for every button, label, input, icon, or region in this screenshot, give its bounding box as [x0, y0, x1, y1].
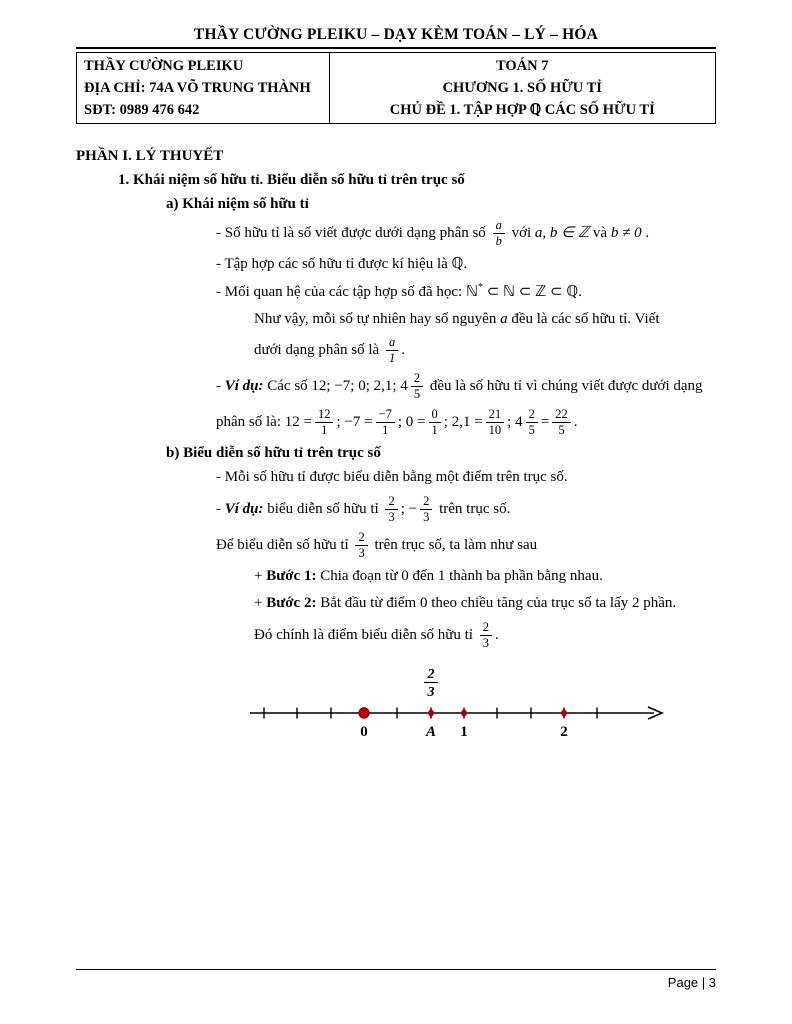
equation-neg7: −7 = [344, 414, 373, 431]
equation-12: 12 = [284, 414, 312, 431]
period: . [494, 626, 499, 643]
conclusion-text: Đó chính là điểm biểu diễn số hữu tỉ [254, 626, 473, 643]
period: . [573, 414, 578, 431]
fraction-2-over-3: $\frac{2}{3}$ [385, 494, 397, 525]
label-zero: 0 [360, 723, 368, 740]
relation-text: - Mối quan hệ của các tập hợp số đã học: [216, 283, 463, 300]
example-2-post: trên trục số. [439, 500, 511, 517]
point-a-marker [427, 708, 435, 718]
example-numbers: Các số 12; −7; 0; 2,1; 4 [267, 378, 408, 395]
info-table-right-cell [330, 53, 715, 123]
remark-line-1 [254, 309, 716, 331]
label-one: 1 [460, 723, 468, 740]
step-1-line [254, 566, 716, 588]
point-two-marker [560, 708, 568, 718]
period: . [578, 283, 582, 300]
notation-text: - Tập hợp các số hữu tỉ được kí hiệu là [216, 256, 448, 272]
set-q-symbol: ℚ [451, 256, 464, 272]
subsection-a-title: a) Khái niệm số hữu tỉ [166, 196, 309, 212]
topic-pre: CHỦ ĐỀ 1. TẬP HỢP [389, 102, 530, 118]
equation-2-1: 2,1 = [451, 414, 483, 431]
number-line-figure [244, 663, 716, 752]
set-chain [465, 281, 579, 300]
construction-intro-line [216, 530, 716, 561]
step-1-label: Bước 1: [266, 568, 317, 584]
construction-post: trên trục số, ta làm như sau [374, 536, 538, 553]
fraction-2-over-3: $\frac{2}{3}$ [480, 620, 492, 651]
remark-line-2 [254, 335, 716, 366]
plus-sign: + [254, 594, 263, 611]
period: . [463, 256, 468, 272]
fraction-2-over-5: $\frac{2}{5}$ [526, 407, 538, 438]
fraction-neg7-over-1: $\frac{-7}{1}$ [376, 407, 395, 438]
set-chain-rest: ⊂ ℕ ⊂ ℤ ⊂ ℚ [486, 283, 579, 300]
chapter-title: CHƯƠNG 1. SỐ HỮU TỈ [442, 80, 602, 96]
math-b-not-zero: b ≠ 0 [610, 224, 642, 241]
fraction-neg-2-over-3: $\frac{2}{3}$ [420, 494, 432, 525]
topic-post: CÁC SỐ HỮU TỈ [541, 102, 655, 118]
part-1-title: PHẦN I. LÝ THUYẾT [76, 148, 224, 164]
representation-line: - Mỗi số hữu tỉ được biểu diễn bằng một điểm trên trục số. [216, 469, 568, 486]
fraction-a-over-1: $\frac{a}{1}$ [386, 335, 398, 366]
semicolon: ; [507, 414, 512, 431]
origin-point-marker [359, 707, 369, 717]
example-text: đều là số hữu tỉ vì chúng viết được dưới dạng [429, 378, 703, 395]
subject-title: TOÁN 7 [496, 58, 549, 74]
point-a-fraction-label [424, 667, 438, 700]
example-equations-line [216, 407, 716, 438]
math-a: a [500, 310, 508, 327]
example-line-2 [216, 494, 716, 525]
teacher-address: ĐỊA CHỈ: 74A VÕ TRUNG THÀNH [84, 80, 311, 96]
equations-lead: phân số là: [216, 414, 281, 431]
example-line-1 [216, 371, 716, 402]
fraction-22-over-5: $\frac{22}{5}$ [552, 407, 571, 438]
period: . [645, 224, 650, 241]
remark-text-2: đều là các số hữu tỉ. Viết [511, 310, 660, 327]
semicolon: ; [397, 414, 403, 431]
step-2-text: Bắt đầu từ điểm 0 theo chiều tăng của trục số ta lấy 2 phần. [320, 594, 677, 611]
math-a-b-in-z: a, b ∈ ℤ [534, 224, 590, 241]
remark-text-1: Như vậy, mỗi số tự nhiên hay số nguyên [254, 310, 497, 327]
set-n-symbol: ℕ [465, 283, 478, 300]
definition-text: - Số hữu tỉ là số viết được dưới dạng phân số [216, 224, 486, 241]
subsection-b-title: b) Biểu diễn số hữu tỉ trên trục số [166, 445, 381, 462]
step-2-line [254, 593, 716, 615]
fraction-a-over-b: $\frac{a}{b}$ [493, 218, 505, 249]
fraction-2-over-5: $\frac{2}{5}$ [411, 371, 423, 402]
label-two: 2 [560, 723, 568, 740]
period: . [401, 342, 405, 359]
info-table [76, 52, 716, 124]
construction-pre: Để biểu diễn số hữu tỉ [216, 536, 349, 553]
page-footer [76, 969, 716, 990]
equation-0: 0 = [405, 414, 426, 431]
fraction-numerator: 2 [427, 666, 435, 682]
fraction-denominator: 3 [427, 684, 435, 700]
dash: - [216, 378, 221, 395]
example-2-text: biểu diễn số hữu tỉ [267, 500, 379, 517]
fraction-2-over-3: $\frac{2}{3}$ [355, 530, 367, 561]
teacher-phone: SĐT: 0989 476 642 [84, 102, 200, 118]
notation-line [216, 254, 716, 276]
number-line-svg [244, 663, 676, 747]
set-q-symbol: ℚ [529, 102, 542, 118]
section-1-title: 1. Khái niệm số hữu tỉ. Biểu diễn số hữu tỉ trên trục số [118, 172, 465, 188]
remark-text-3: dưới dạng phân số là [254, 342, 380, 359]
info-table-left-cell [77, 53, 330, 123]
header-divider [76, 47, 716, 49]
example-label: Ví dụ: [224, 500, 264, 517]
topic-title [337, 99, 708, 121]
equation-mixed-4: 4 [515, 414, 523, 431]
definition-line [216, 218, 716, 249]
page-number: Page | 3 [667, 975, 716, 990]
fraction-0-over-1: $\frac{0}{1}$ [429, 407, 441, 438]
example-label: Ví dụ: [224, 378, 264, 395]
fraction-12-over-1: $\frac{12}{1}$ [315, 407, 334, 438]
step-2-label: Bước 2: [266, 594, 317, 611]
semicolon-minus: ; − [400, 500, 418, 517]
equals-sign: = [540, 414, 550, 431]
step-1-text: Chia đoạn từ 0 đến 1 thành ba phần bằng nhau. [320, 568, 603, 584]
star-superscript: * [477, 281, 483, 293]
step-2-conclusion-line [254, 620, 716, 651]
teacher-name: THẦY CƯỜNG PLEIKU [84, 58, 244, 74]
plus-sign: + [254, 568, 263, 584]
dash: - [216, 500, 221, 517]
definition-with: với [511, 224, 532, 241]
definition-and: và [592, 224, 608, 241]
point-one-marker [460, 708, 468, 718]
semicolon: ; [336, 414, 341, 431]
fraction-21-over-10: $\frac{21}{10}$ [486, 407, 505, 438]
semicolon: ; [443, 414, 448, 431]
label-point-a: A [425, 723, 437, 740]
relation-line [216, 281, 716, 304]
document-header-title: THẦY CƯỜNG PLEIKU – DẠY KÈM TOÁN – LÝ – HÓA [193, 26, 599, 43]
